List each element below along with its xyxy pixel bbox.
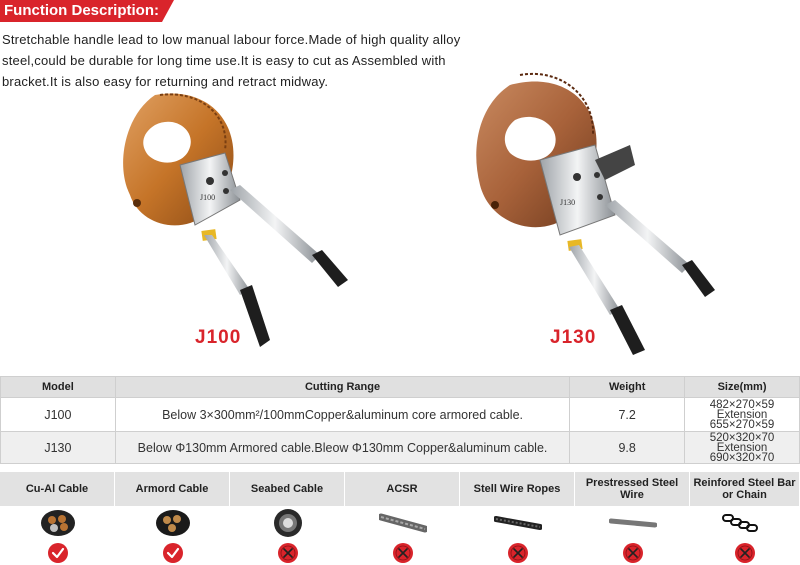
cell-range: Below 3×300mm²/100mmCopper&aluminum core armored cable.: [115, 398, 569, 432]
cell-weight: 9.8: [570, 432, 685, 464]
wire-rope-icon: [460, 506, 575, 540]
cu-al-cable-cross-section-icon: [0, 506, 115, 540]
seabed-cable-cross-section-icon: [230, 506, 345, 540]
cell-size: [685, 432, 800, 464]
j130-tool-engraving: J130: [560, 198, 576, 207]
header-size: Size(mm): [685, 377, 800, 398]
cross-icon: [690, 540, 800, 565]
cable-name: Reinfored Steel Bar or Chain: [690, 472, 800, 506]
cable-name: Armord Cable: [115, 472, 230, 506]
prestressed-wire-icon: [575, 506, 690, 540]
cable-name: Stell Wire Ropes: [460, 472, 575, 506]
cross-icon: [460, 540, 575, 565]
size-line: 690×320×70: [709, 451, 775, 464]
j130-model-label: J130: [550, 327, 597, 348]
cable-name: ACSR: [345, 472, 460, 506]
cable-item: [690, 472, 800, 565]
table-header-row: [1, 377, 800, 398]
header-cutting-range: Cutting Range: [115, 377, 569, 398]
cable-item: [115, 472, 230, 565]
table-row: [1, 398, 800, 432]
chain-icon: [690, 506, 800, 540]
cell-weight: 7.2: [570, 398, 685, 432]
size-line: 520×320×70: [709, 431, 775, 444]
cell-model: J130: [1, 432, 116, 464]
acsr-strand-icon: [345, 506, 460, 540]
cable-compatibility-row: [0, 472, 800, 565]
cable-item: [230, 472, 345, 565]
armored-cable-cross-section-icon: [115, 506, 230, 540]
check-icon: [115, 540, 230, 565]
cable-item: [575, 472, 690, 565]
size-line: Extension: [716, 408, 768, 421]
cable-item: [345, 472, 460, 565]
j100-cutter-image: [100, 85, 360, 355]
header-weight: Weight: [570, 377, 685, 398]
size-line: 655×270×59: [709, 418, 775, 431]
cell-range: Below Φ130mm Armored cable.Bleow Φ130mm Copper&aluminum cable.: [115, 432, 569, 464]
cross-icon: [575, 540, 690, 565]
cell-size: [685, 398, 800, 432]
specification-table: [0, 376, 800, 464]
cable-name: Cu-Al Cable: [0, 472, 115, 506]
table-row: [1, 432, 800, 464]
cross-icon: [230, 540, 345, 565]
j100-model-label: J100: [195, 327, 242, 348]
check-icon: [0, 540, 115, 565]
function-description: Stretchable handle lead to low manual labour force.Made of high quality alloy steel,could be durable for long time use.It is easy to cut as Assembled with bracket.It is also easy for returning and retract midway.: [2, 32, 461, 89]
j100-tool-engraving: J100: [200, 193, 216, 202]
cable-name: Prestressed Steel Wire: [575, 472, 690, 506]
header-model: Model: [1, 377, 116, 398]
cross-icon: [345, 540, 460, 565]
cable-name: Seabed Cable: [230, 472, 345, 506]
j130-cutter-image: [465, 65, 725, 355]
cable-item: [0, 472, 115, 565]
size-line: 482×270×59: [709, 398, 775, 411]
cable-item: [460, 472, 575, 565]
heading-decoration: [162, 0, 174, 22]
size-line: Extension: [716, 441, 768, 454]
section-heading: Function Description:: [0, 0, 162, 22]
cell-model: J100: [1, 398, 116, 432]
